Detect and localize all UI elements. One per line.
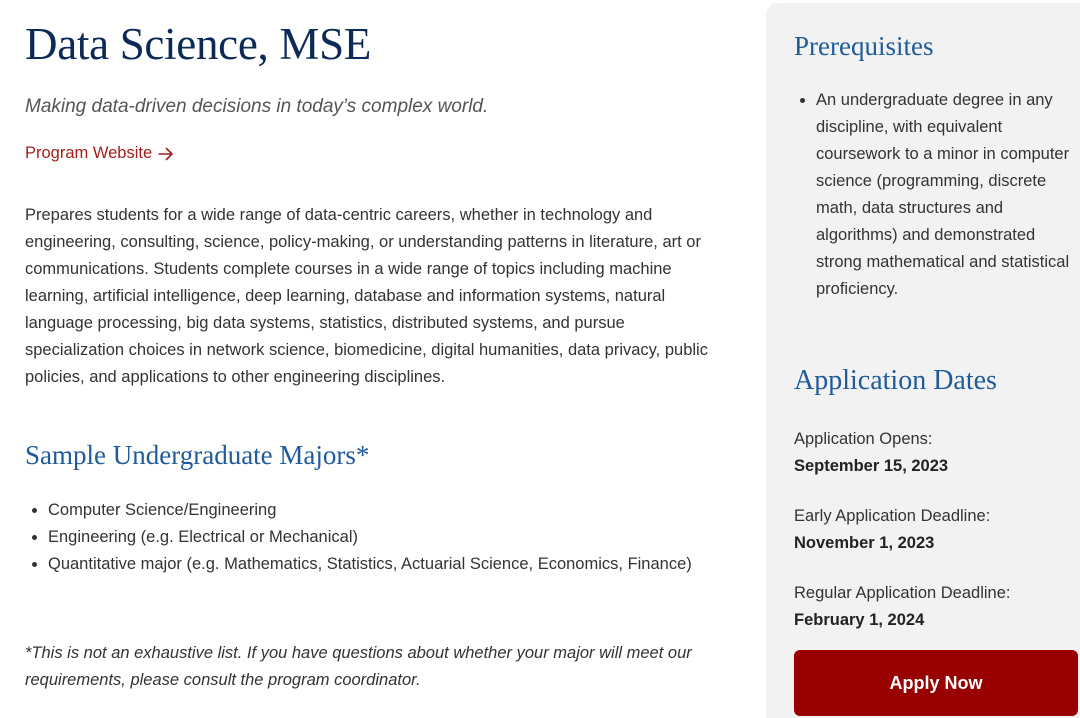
sidebar [766,3,1080,718]
date-value: September 15, 2023 [794,457,949,475]
list-item: • Engineering (e.g. Electrical or Mechanical) [48,524,748,551]
program-website-link[interactable] [25,144,174,163]
application-dates-heading: Application Dates [794,365,997,396]
date-early-deadline [794,503,990,557]
date-label: Application Opens: [794,430,933,448]
date-label: Regular Application Deadline: [794,584,1011,602]
program-website-link-label: Program Website [25,144,153,162]
majors-heading: Sample Undergraduate Majors* [25,440,370,470]
arrow-right-icon [158,147,174,161]
date-regular-deadline [794,580,1010,634]
list-item: • Computer Science/Engineering [48,497,748,524]
majors-footnote: *This is not an exhaustive list. If you have questions about whether your major will meet our requirements, please consult the program coordinator. [25,644,692,689]
date-label: Early Application Deadline: [794,507,991,525]
list-item: • An undergraduate degree in any discipline, with equivalent coursework to a minor in computer science (programming, discrete math, data structures and algorithms) and demonstrated strong mathematical and statistical proficiency. [816,87,1080,303]
date-application-opens [794,426,948,480]
tagline: Making data-driven decisions in today’s complex world. [25,96,489,117]
apply-now-button[interactable]: Apply Now [794,650,1078,716]
program-description: Prepares students for a wide range of data-centric careers, whether in technology and engineering, consulting, science, policy-making, or understanding patterns in literature, art or communications. Students complete courses in a wide range of topics including machine learning, artificial intelligence, deep learning, database and information systems, natural language processing, big data systems, statistics, distributed systems, and pursue specialization choices in network science, biomedicine, digital humanities, data privacy, public policies, and applications to other engineering disciplines. [25,206,708,386]
prerequisites-list [794,87,1080,303]
prerequisites-heading: Prerequisites [794,31,934,61]
list-item: • Quantitative major (e.g. Mathematics, Statistics, Actuarial Science, Economics, Finance) [48,551,748,578]
date-value: February 1, 2024 [794,611,925,629]
page-title: Data Science, MSE [25,19,372,69]
date-value: November 1, 2023 [794,534,935,552]
majors-list [25,497,748,578]
